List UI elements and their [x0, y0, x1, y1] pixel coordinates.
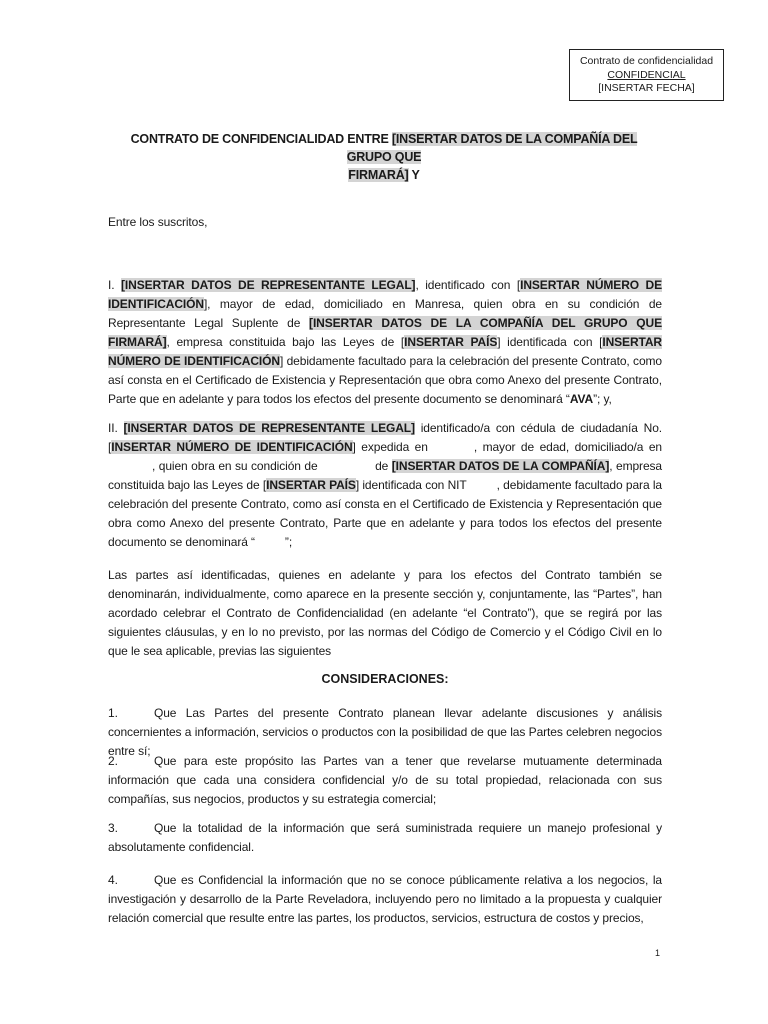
consideration-1: 1. Que Las Partes del presente Contrato planean llevar adelante discusiones y análisis concernientes a información, servicios o productos con la posibilidad de que las Partes celebren negocios entre sí;: [108, 706, 662, 758]
party-1-id2-placeholder: INSERTAR NÚMERO DE IDENTIFICACIÓN: [108, 335, 662, 368]
consideration-4: 4. Que es Confidencial la información que no se conoce públicamente relativa a los negocios, la investigación y desarrollo de la Parte Reveladora, incluyendo pero no limitado a la propuesta y cualquier relación comercial que resulte entre las partes, los productos, servicios, estructura de costos y precios,: [108, 873, 662, 925]
header-doc-type: Contrato de confidencialidad: [579, 55, 714, 67]
party-1-id-placeholder: INSERTAR NÚMERO DE IDENTIFICACIÓN: [108, 278, 663, 311]
party-2-rep-placeholder: [INSERTAR DATOS DE REPRESENTANTE LEGAL]: [123, 421, 415, 435]
header-confidential-label: CONFIDENCIAL: [607, 68, 686, 81]
party-1-country-placeholder: INSERTAR PAÍS: [404, 335, 498, 349]
parties-paragraph: Las partes así identificadas, quienes en adelante y para los efectos del Contrato también se denominarán, individualmente, como aparece en la presente sección y, conjuntamente, las “Partes”, han acordado celebrar el Contrato de Confidencialidad (en adelante “el Contrato”), que se regirá por las siguientes cláusulas, y en lo no previsto, por las normas del Código de Comercio y el Código Civil en lo que le sea aplicable, previas las siguientes: [108, 568, 662, 658]
title-company-placeholder: [INSERTAR DATOS DE LA COMPAÑÍA DEL GRUPO QUE: [346, 132, 638, 164]
party-2-paragraph: II. [INSERTAR DATOS DE REPRESENTANTE LEGAL] identificado/a con cédula de ciudadanía No. [INSERTAR NÚMERO DE IDENTIFICACIÓN] expedida en , mayor de edad, domiciliado/a en, quien obra en su condición de de [INSERTAR DATOS DE LA COMPAÑÍA], empresa constituida bajo las Leyes de [INSERTAR PAÍS] identificada con NIT , debidamente facultado para la celebración del presente Contrato, como así consta en el Certificado de Existencia y Representación que obra como Anexo del presente Contrato, Parte que en adelante y para todos los efectos del presente documento se denominará “ ”;: [108, 421, 663, 549]
header-date-placeholder: [INSERTAR FECHA]: [598, 82, 695, 94]
party-1-company-placeholder: [INSERTAR DATOS DE LA COMPAÑÍA DEL GRUPO QUE FIRMARÁ]: [108, 316, 662, 349]
party-1-paragraph: I. [INSERTAR DATOS DE REPRESENTANTE LEGAL], identificado con [INSERTAR NÚMERO DE IDENTIFICACIÓN], mayor de edad, domiciliado en Manresa, quien obra en su condición de Representante Legal Suplente de [INSERTAR DATOS DE LA COMPAÑÍA DEL GRUPO QUE FIRMARÁ], empresa constituida bajo las Leyes de [INSERTAR PAÍS] identificada con [INSERTAR NÚMERO DE IDENTIFICACIÓN] debidamente facultado para la celebración del presente Contrato, como así consta en el Certificado de Existencia y Representación que obra como Anexo del presente Contrato, Parte que en adelante y para todos los efectos del presente documento se denominará “AVA”; y,: [108, 278, 663, 406]
party-2-country-placeholder: INSERTAR PAÍS: [266, 478, 356, 492]
party-2-company-placeholder: [INSERTAR DATOS DE LA COMPAÑÍA]: [391, 459, 610, 473]
page-number: 1: [655, 948, 661, 958]
consideration-2: 2. Que para este propósito las Partes van a tener que revelarse mutuamente determinada información que cada una considera confidencial y/o de su total propiedad, relacionada con sus compañías, sus negocios, productos y su estrategia comercial;: [108, 754, 662, 806]
considerations-heading: CONSIDERACIONES:: [321, 672, 449, 686]
document-title: CONTRATO DE CONFIDENCIALIDAD ENTRE [INSERTAR DATOS DE LA COMPAÑÍA DEL GRUPO QUE FIRMARÁ] Y: [130, 132, 638, 182]
party-1-alias: AVA: [569, 392, 594, 406]
party-1-rep-placeholder: [INSERTAR DATOS DE REPRESENTANTE LEGAL]: [121, 278, 416, 292]
title-company-placeholder-2: FIRMARÁ]: [348, 168, 409, 182]
header-info-box: [569, 49, 724, 101]
consideration-3: 3. Que la totalidad de la información que será suministrada requiere un manejo profesional y absolutamente confidencial.: [108, 821, 662, 854]
party-2-id-placeholder: INSERTAR NÚMERO DE IDENTIFICACIÓN: [111, 440, 353, 454]
intro-text: Entre los suscritos,: [108, 215, 208, 229]
